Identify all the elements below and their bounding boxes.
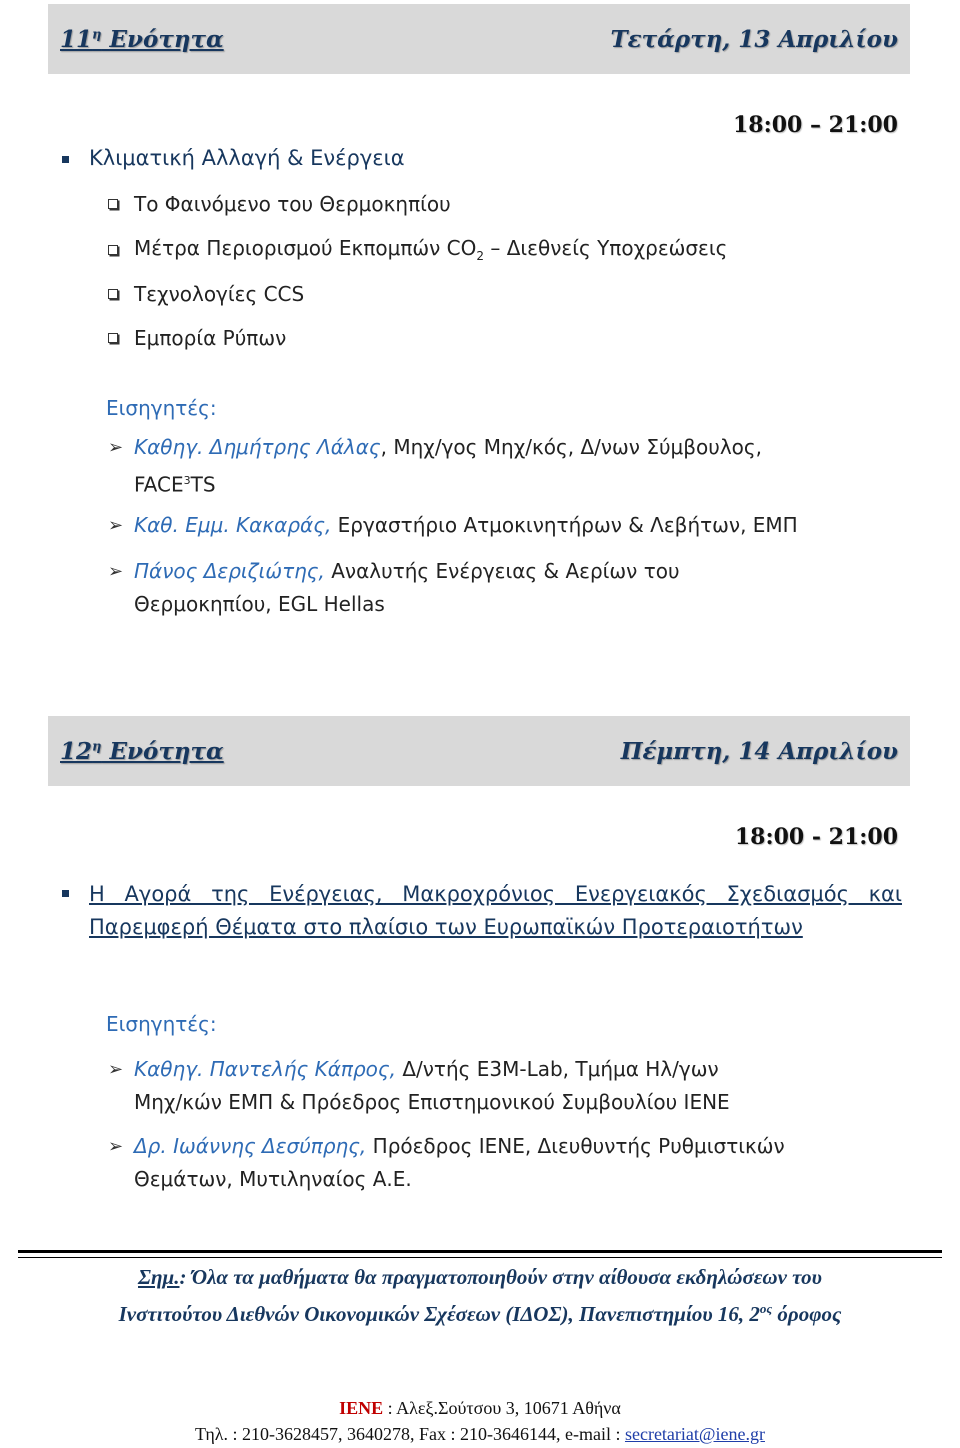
divider-thick: [18, 1250, 942, 1253]
speaker-item: ➢ Καθηγ. Δημήτρης Λάλας, Μηχ/γος Μηχ/κός, Δ/νων Σύμβουλος, FACE$^3$TS: [108, 431, 762, 502]
section-11-label: $11^\eta$ Ενότητα: [60, 25, 224, 53]
subtopic-item: Μέτρα Περιορισμού Εκπομπών $CO_2$ – Διεθνείς Υποχρεώσεις: [108, 236, 727, 263]
square-bullet-icon: [62, 890, 69, 897]
section-12-topic: Η Αγορά της Ενέργειας, Μακροχρόνιος Ενεργειακός Σχεδιασμός και Παρεμφερή Θέματα στο πλαίσιο των Ευρωπαϊκών Προτεραιοτήτων: [62, 878, 902, 944]
checkbox-bullet-icon: [108, 333, 118, 343]
square-bullet-icon: [62, 156, 69, 163]
speakers-label: Εισηγητές:: [106, 1012, 217, 1036]
checkbox-bullet-icon: [108, 289, 118, 299]
speaker-item: ➢ Καθηγ. Παντελής Κάπρος, Δ/ντής E3M-Lab, Τμήμα Ηλ/γων Μηχ/κών ΕΜΠ & Πρόεδρος Επιστημονικού Συμβουλίου ΙΕΝΕ: [108, 1053, 730, 1119]
divider-thin: [18, 1257, 942, 1258]
speaker-item: ➢ Πάνος Δεριζιώτης, Αναλυτής Ενέργειας & Αερίων του Θερμοκηπίου, EGL Hellas: [108, 555, 680, 621]
section-12-date: Πέμπτη, 14 Απριλίου: [620, 737, 898, 765]
speakers-label: Εισηγητές:: [106, 396, 217, 420]
arrow-bullet-icon: ➢: [108, 561, 124, 582]
venue-note: Σημ.: Όλα τα μαθήματα θα πραγματοποιηθούν στην αίθουσα εκδηλώσεων του Ινστιτούτου Διεθνών Οικονομικών Σχέσεων (ΙΔΟΣ), Πανεπιστημίου 16, $2^{o\varsigma}$ όροφος: [118, 1265, 842, 1326]
subtopic-item: Εμπορία Ρύπων: [108, 326, 286, 350]
section-12-header: [48, 716, 910, 786]
section-12-time: 18:00 - 21:00: [734, 824, 898, 850]
arrow-bullet-icon: ➢: [108, 437, 124, 458]
checkbox-bullet-icon: [108, 199, 118, 209]
email-link[interactable]: secretariat@iene.gr: [624, 1424, 765, 1444]
section-11-date: Τετάρτη, 13 Απριλίου: [610, 25, 898, 53]
speaker-item: ➢ Καθ. Εμμ. Κακαράς, Εργαστήριο Ατμοκινητήρων & Λεβήτων, ΕΜΠ: [108, 509, 798, 542]
arrow-bullet-icon: ➢: [108, 515, 124, 536]
arrow-bullet-icon: ➢: [108, 1136, 124, 1157]
checkbox-bullet-icon: [108, 245, 118, 255]
speaker-item: ➢ Δρ. Ιωάννης Δεσύπρης, Πρόεδρος ΙΕΝΕ, Διευθυντής Ρυθμιστικών Θεμάτων, Μυτιληναίος Α.Ε.: [108, 1130, 785, 1196]
section-12-label: $12^\eta$ Ενότητα: [60, 737, 224, 765]
footer-contact: Τηλ. : 210-3628457, 3640278, Fax : 210-3646144, e-mail : secretariat@iene.gr: [195, 1424, 765, 1444]
section-11-topic: Κλιματική Αλλαγή & Ενέργεια: [62, 146, 405, 170]
arrow-bullet-icon: ➢: [108, 1059, 124, 1080]
section-11-time: 18:00 – 21:00: [732, 112, 898, 138]
subtopic-item: Τεχνολογίες CCS: [108, 282, 304, 306]
section-11-header: [48, 4, 910, 74]
subtopic-item: Το Φαινόμενο του Θερμοκηπίου: [108, 192, 451, 216]
footer-address: ΙΕΝΕ : Αλεξ.Σούτσου 3, 10671 Αθήνα: [339, 1398, 621, 1418]
